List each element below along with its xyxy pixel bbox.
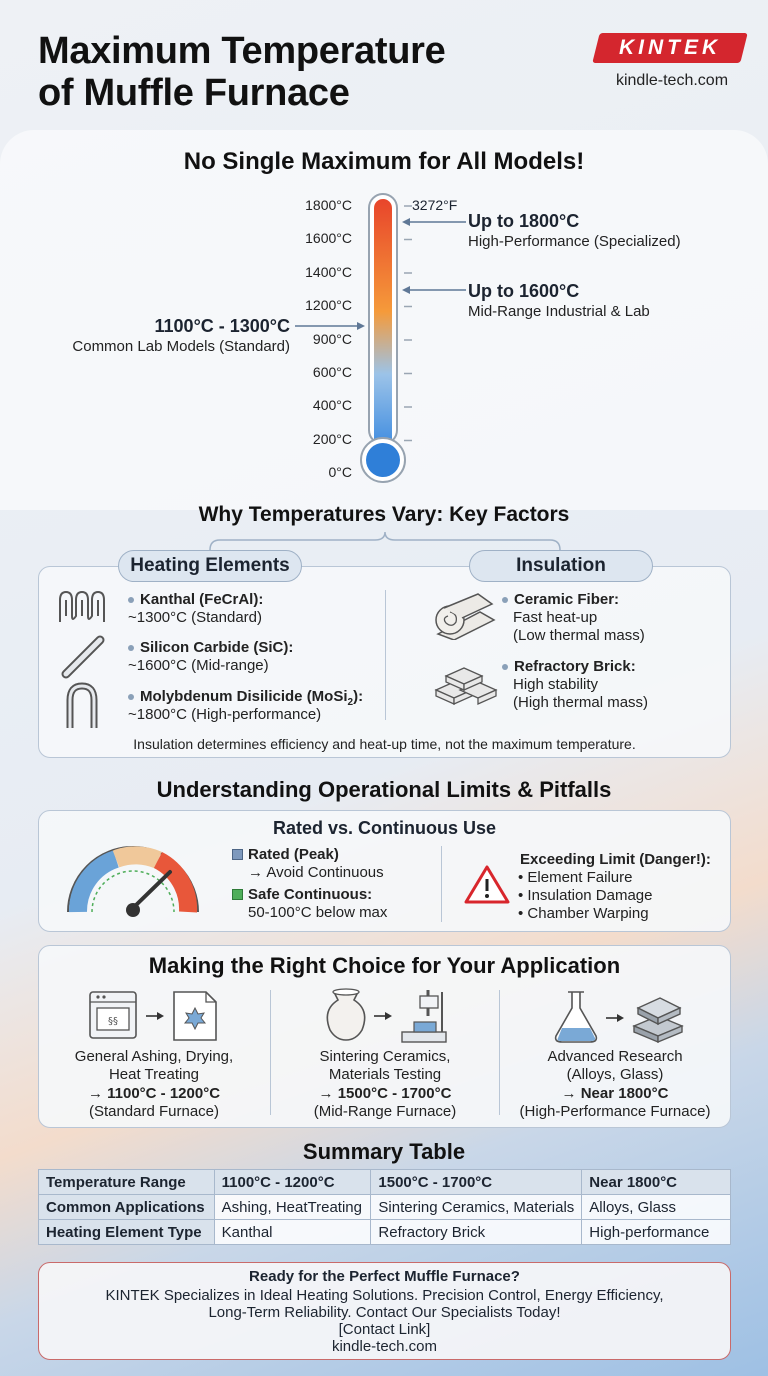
list-item-desc: ~1600°C (Mid-range) — [128, 657, 269, 674]
oven-to-document-icon — [86, 988, 226, 1044]
choice-range: → Near 1800°C — [561, 1085, 669, 1102]
summary-heading: Summary Table — [302, 1139, 466, 1164]
row-header: Temperature Range — [39, 1170, 215, 1195]
choice-l2: Materials Testing — [328, 1066, 442, 1083]
table-row — [39, 1220, 731, 1245]
table-cell: Refractory Brick — [371, 1220, 582, 1245]
fahrenheit-label: 3272°F — [412, 197, 458, 213]
limits-subheading: Rated vs. Continuous Use — [272, 818, 497, 838]
rod-icon — [58, 634, 108, 680]
annotation-high-title: Up to 1800°C — [468, 211, 580, 231]
cta-text: KINTEK Specializes in Ideal Heating Solutions. Precision Control, Energy Efficiency, — [105, 1287, 664, 1304]
danger-item: • Chamber Warping — [518, 905, 649, 922]
table-row — [39, 1195, 731, 1220]
summary-table — [38, 1169, 731, 1245]
thermometer-heading: No Single Maximum for All Models! — [183, 148, 585, 175]
coil-icon — [56, 586, 112, 630]
safe-desc: 50-100°C below max — [248, 904, 388, 921]
table-row — [39, 1170, 731, 1195]
list-item-desc: High stability — [513, 676, 599, 693]
heating-elements-pill: Heating Elements — [118, 550, 302, 582]
choice-l1: Sintering Ceramics, — [319, 1048, 451, 1065]
table-cell: Kanthal — [214, 1220, 371, 1245]
rated-title: Rated (Peak) — [248, 846, 339, 863]
cta-site-link[interactable]: kindle-tech.com — [331, 1338, 438, 1355]
svg-text:§§: §§ — [108, 1016, 118, 1027]
safe-swatch — [232, 889, 243, 900]
annotation-mid-title: Up to 1600°C — [468, 281, 580, 301]
choice-l1: Advanced Research — [547, 1048, 683, 1065]
choice-l2: (Alloys, Glass) — [566, 1066, 664, 1083]
insulation-pill: Insulation — [469, 550, 653, 582]
annotation-arrows-right — [400, 212, 466, 312]
warning-icon — [464, 864, 510, 904]
tick-label: 1800°C — [305, 197, 352, 213]
choice-l1: General Ashing, Drying, — [74, 1048, 234, 1065]
annotation-low-title: 1100°C - 1300°C — [154, 316, 290, 336]
table-cell: Alloys, Glass — [582, 1195, 731, 1220]
tick-label: 1400°C — [305, 264, 352, 280]
list-item: Ceramic Fiber: — [502, 591, 619, 609]
flask-to-plates-icon — [552, 988, 692, 1044]
table-cell: Near 1800°C — [582, 1170, 731, 1195]
choice-type: (Mid-Range Furnace) — [313, 1103, 457, 1120]
cta-text: Long-Term Reliability. Contact Our Specialists Today! — [208, 1304, 561, 1321]
limits-divider — [441, 846, 442, 922]
annotation-high-sub: High-Performance (Specialized) — [468, 233, 681, 250]
contact-link[interactable]: [Contact Link] — [338, 1321, 431, 1338]
choice-l2: Heat Treating — [108, 1066, 200, 1083]
tick-label: 600°C — [312, 364, 352, 380]
annotation-arrow-left — [295, 320, 367, 332]
danger-item: • Insulation Damage — [518, 887, 653, 904]
danger-item: • Element Failure — [518, 869, 633, 886]
rated-desc: → Avoid Continuous — [248, 864, 384, 881]
tick-label: 0°C — [328, 464, 352, 480]
page-title: Maximum Temperature of Muffle Furnace — [38, 30, 446, 114]
tick-label: 200°C — [312, 431, 352, 447]
list-item: Molybdenum Disilicide (MoSi$_2$): — [128, 688, 363, 712]
limits-heading: Understanding Operational Limits & Pitfalls — [156, 777, 612, 802]
list-item-desc: (High thermal mass) — [513, 694, 649, 711]
annotation-mid-sub: Mid-Range Industrial & Lab — [468, 303, 650, 320]
gauge-icon — [58, 842, 208, 922]
tick-label: 900°C — [312, 331, 352, 347]
table-cell: 1100°C - 1200°C — [214, 1170, 371, 1195]
table-cell: 1500°C - 1700°C — [371, 1170, 582, 1195]
annotation-low-sub: Common Lab Models (Standard) — [72, 338, 290, 355]
cta-title: Ready for the Perfect Muffle Furnace? — [249, 1268, 520, 1285]
safe-title: Safe Continuous: — [248, 886, 373, 903]
choice-range: → 1100°C - 1200°C — [87, 1085, 221, 1102]
kintek-logo[interactable] — [592, 33, 747, 63]
choice-type: (High-Performance Furnace) — [519, 1103, 711, 1120]
choice-heading: Making the Right Choice for Your Application — [148, 953, 621, 978]
list-item-desc: ~1800°C (High-performance) — [128, 706, 322, 723]
ceramic-fiber-roll-icon — [432, 590, 498, 640]
rated-swatch — [232, 849, 243, 860]
factors-divider — [385, 590, 386, 720]
insulation-note: Insulation determines efficiency and heat-up time, not the maximum temperature. — [133, 736, 636, 752]
choice-type: (Standard Furnace) — [88, 1103, 220, 1120]
tick-label: 400°C — [312, 397, 352, 413]
tick-label: 1200°C — [305, 297, 352, 313]
list-item: Refractory Brick: — [502, 658, 636, 676]
vase-to-tester-icon — [322, 986, 462, 1046]
table-cell: Sintering Ceramics, Materials — [371, 1195, 582, 1220]
row-header: Common Applications — [39, 1195, 215, 1220]
table-cell: High-performance — [582, 1220, 731, 1245]
site-link[interactable]: kindle-tech.com — [615, 72, 729, 89]
table-cell: Ashing, HeatTreating — [214, 1195, 371, 1220]
choice-divider — [270, 990, 271, 1115]
list-item-desc: Fast heat-up — [513, 609, 598, 626]
choice-divider — [499, 990, 500, 1115]
logo-text: KINTEK — [618, 36, 722, 59]
tick-label: 1600°C — [305, 230, 352, 246]
list-item: Silicon Carbide (SiC): — [128, 639, 293, 657]
factors-heading: Why Temperatures Vary: Key Factors — [198, 503, 570, 526]
choice-range: → 1500°C - 1700°C — [318, 1085, 452, 1102]
list-item-desc: ~1300°C (Standard) — [128, 609, 262, 626]
list-item: Kanthal (FeCrAl): — [128, 591, 263, 609]
list-item-desc: (Low thermal mass) — [513, 627, 645, 644]
danger-title: Exceeding Limit (Danger!): — [520, 851, 711, 868]
u-element-icon — [62, 682, 102, 730]
factors-bracket — [200, 528, 570, 552]
refractory-brick-icon — [432, 656, 502, 706]
row-header: Heating Element Type — [39, 1220, 215, 1245]
